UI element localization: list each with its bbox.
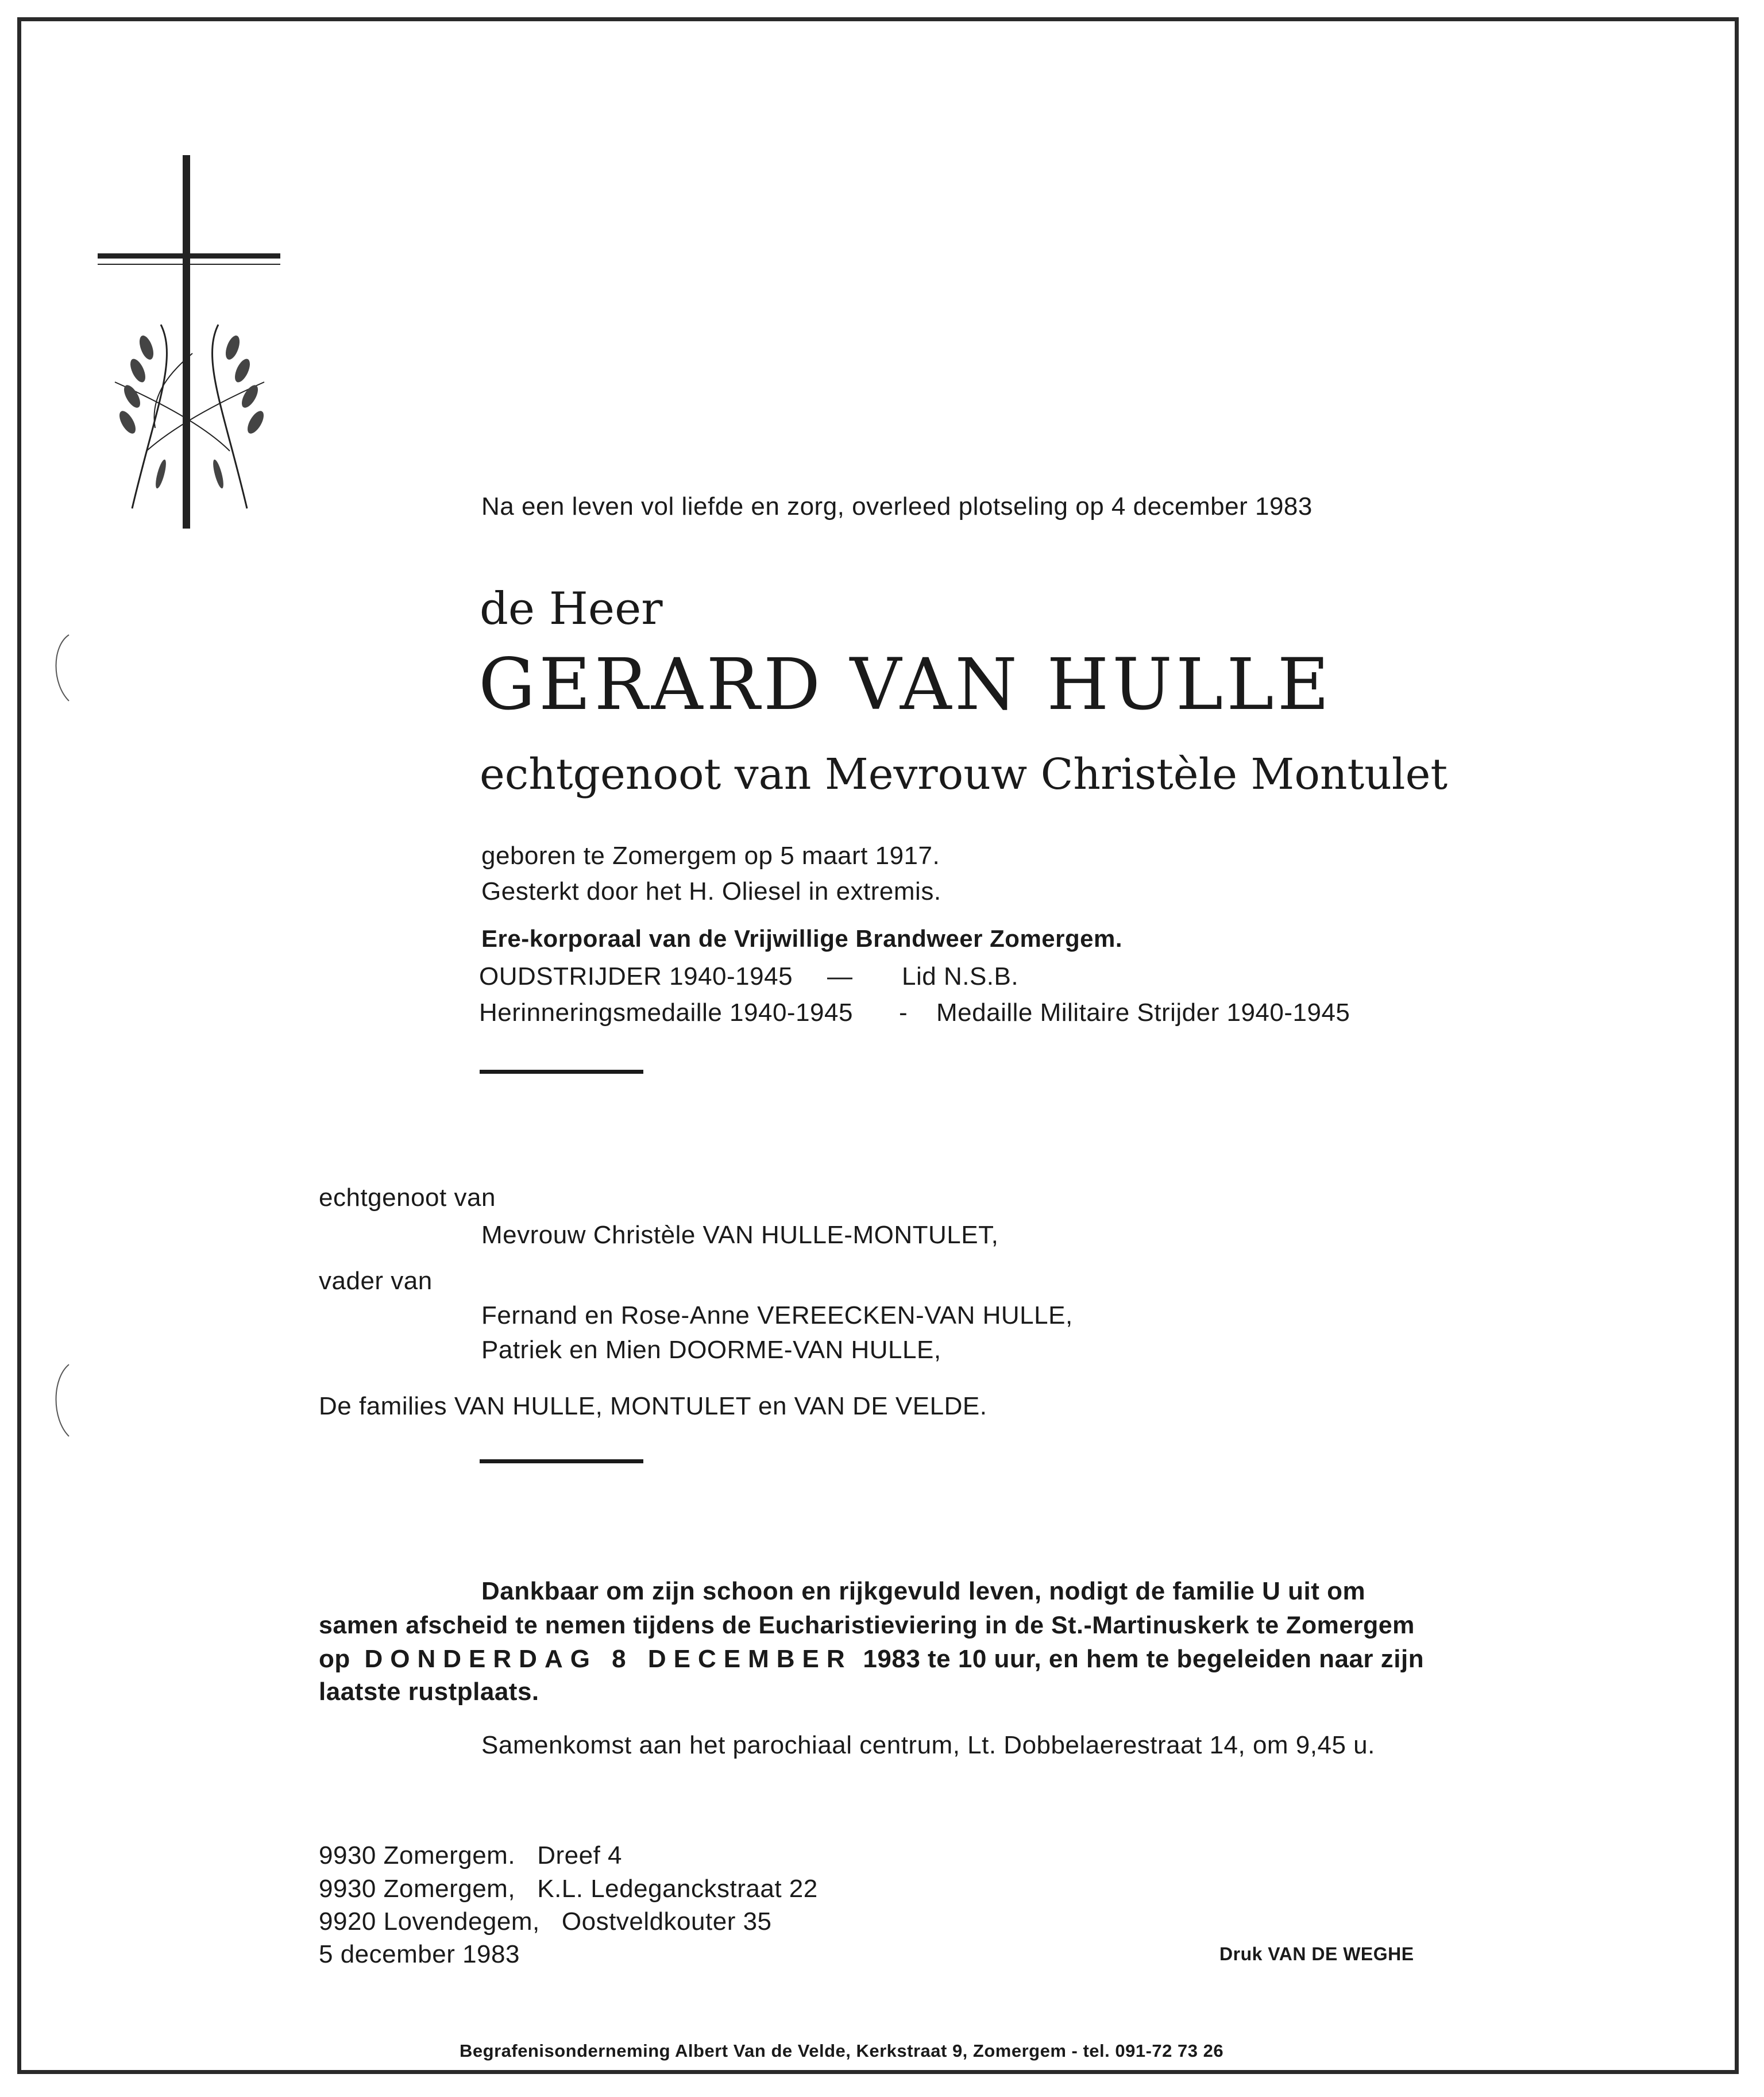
spouse-line: echtgenoot van Mevrouw Christèle Montulet	[480, 750, 1448, 799]
gathering-line: Samenkomst aan het parochiaal centrum, Lt. Dobbelaerestraat 14, om 9,45 u.	[481, 1731, 1375, 1759]
invitation-line-3	[319, 1645, 1424, 1674]
footer-undertaker: Begrafenisonderneming Albert Van de Velde, Kerkstraat 9, Zomergem - tel. 091-72 73 26	[460, 2041, 1224, 2061]
invitation-line-2: samen afscheid te nemen tijdens de Eucharistieviering in de St.-Martinuskerk te Zomergem	[319, 1612, 1415, 1639]
punch-hole-mark	[46, 632, 75, 707]
birth-line: geboren te Zomergem op 5 maart 1917.	[481, 842, 940, 870]
invitation-time: 1983 te 10 uur, en hem te begeleiden naar zijn	[863, 1645, 1425, 1673]
printer-credit: Druk VAN DE WEGHE	[1219, 1944, 1414, 1964]
families-line: De families VAN HULLE, MONTULET en VAN DE VELDE.	[319, 1392, 987, 1420]
sacrament-line: Gesterkt door het H. Oliesel in extremis.	[481, 877, 941, 905]
child-1: Fernand en Rose-Anne VEREECKEN-VAN HULLE,	[481, 1301, 1073, 1329]
cross-wheat-emblem	[92, 152, 304, 537]
spouse-label: echtgenoot van	[319, 1184, 496, 1212]
punch-hole-mark	[46, 1362, 75, 1442]
intro-line: Na een leven vol liefde en zorg, overleed plotseling op 4 december 1983	[481, 492, 1313, 521]
date-line: 5 december 1983	[319, 1940, 520, 1968]
title-prefix: de Heer	[480, 583, 663, 635]
father-label: vader van	[319, 1267, 433, 1295]
honor-fire-brigade: Ere-korporaal van de Vrijwillige Brandweer Zomergem.	[481, 925, 1123, 952]
veteran-member: Lid N.S.B.	[902, 962, 1019, 990]
medal-1: Herinneringsmedaille 1940-1945	[479, 999, 853, 1027]
spouse-name: Mevrouw Christèle VAN HULLE-MONTULET,	[481, 1221, 999, 1249]
medal-2: Medaille Militaire Strijder 1940-1945	[936, 999, 1350, 1027]
invitation-op: op	[319, 1645, 350, 1673]
invitation-line-4: laatste rustplaats.	[319, 1678, 539, 1706]
invitation-line-1: Dankbaar om zijn schoon en rijkgevuld leven, nodigt de familie U uit om	[481, 1577, 1366, 1605]
address-2: 9930 Zomergem, K.L. Ledeganckstraat 22	[319, 1875, 818, 1903]
divider-rule	[480, 1459, 643, 1463]
child-2: Patriek en Mien DOORME-VAN HULLE,	[481, 1336, 941, 1364]
veteran-label: OUDSTRIJDER 1940-1945	[479, 962, 793, 990]
address-3: 9920 Lovendegem, Oostveldkouter 35	[319, 1907, 772, 1936]
invitation-day: DONDERDAG 8 DECEMBER	[364, 1645, 852, 1673]
veteran-dash: —	[827, 962, 853, 990]
divider-rule	[480, 1070, 643, 1074]
medal-separator: -	[899, 999, 908, 1027]
address-1: 9930 Zomergem. Dreef 4	[319, 1841, 623, 1869]
deceased-name: GERARD VAN HULLE	[478, 643, 1333, 726]
